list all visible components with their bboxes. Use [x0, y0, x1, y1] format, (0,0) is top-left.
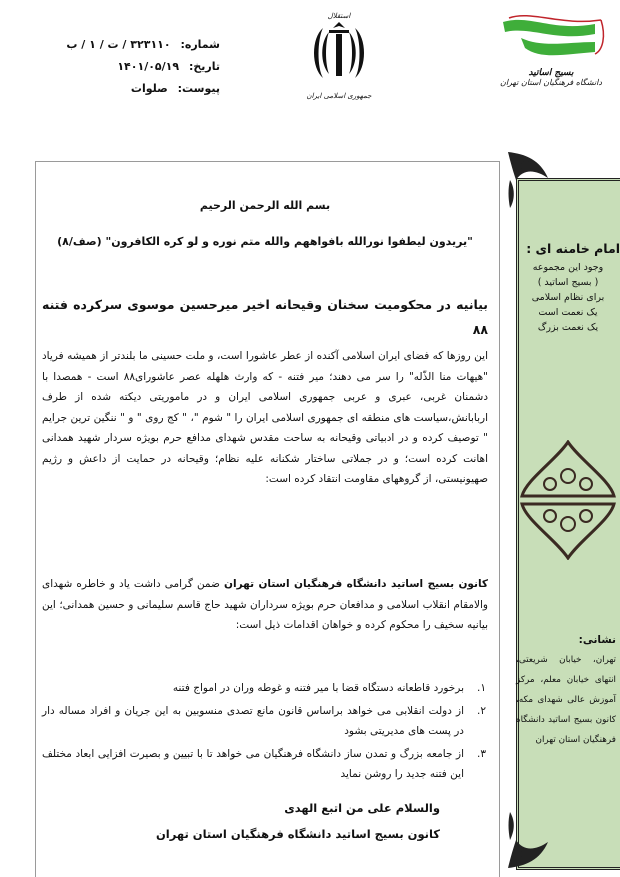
demand-text: برخورد قاطعانه دستگاه قضا با میر فتنه و غوطه وران در امواج فتنه: [172, 682, 464, 694]
demand-number: ۱.: [477, 682, 486, 694]
letter-number-label: شماره:: [180, 38, 220, 51]
letter-date: [60, 56, 220, 78]
salutation: والسلام علی من اتبع الهدی: [284, 801, 440, 815]
letter-date-value: ۱۴۰۱/۰۵/۱۹: [117, 60, 180, 73]
letter-number: [60, 34, 220, 56]
demand-number: ۳.: [477, 747, 486, 760]
quote-line: ( بسیج اساتید ): [537, 277, 599, 288]
signature: کانون بسیج اساتید دانشگاه فرهنگیان استان تهران: [155, 827, 440, 841]
demand-item: [42, 678, 486, 699]
emblem-caption: جمهوری اسلامی ایران: [306, 92, 372, 100]
emblem-top-text: استقلال: [327, 12, 351, 20]
demand-number: ۲.: [477, 704, 486, 717]
letter-attachment: [60, 78, 220, 100]
ornament-corner-bottom-icon: [506, 810, 550, 870]
demand-item: [42, 701, 486, 742]
closing: [156, 795, 440, 847]
demands-list: [42, 678, 488, 787]
address-text: تهران، خیابان شریعتی، انتهای خیابان معلم، مرکز آموزش عالی شهدای مکه، کانون بسیج اساتید دانشگاه فرهنگیان استان تهران: [516, 655, 616, 745]
quote-heading: امام خامنه ای :: [526, 241, 620, 256]
letter-attachment-value: صلوات: [130, 82, 168, 95]
letter-attachment-label: پیوست:: [177, 82, 220, 95]
ornament-center-icon: [520, 440, 616, 560]
demand-item: [42, 744, 486, 785]
paragraph-2: [42, 574, 488, 636]
quote-line: برای نظام اسلامی: [531, 292, 605, 303]
leader-quote: [516, 238, 620, 335]
ribbon-logo-icon: [491, 12, 611, 64]
letter-number-value: ۳۲۳۱۱۰ / ت / ۱ / ب: [66, 38, 171, 51]
paragraph-2-text: ضمن گرامی داشت یاد و خاطره شهدای والامقام انقلاب اسلامی و مدافعان حرم بویژه سرداران شهید حاج قاسم سلیمانی و حسین همدانی؛ این بیانیه سخیف را محکوم کرده و خواهان اقدامات ذیل است:: [42, 578, 488, 631]
demand-text: از دولت انقلابی می خواهد براساس قانون مانع تصدی منسوبین به این جریان و افراد مساله دار در پست های مدیریتی بشود: [42, 704, 464, 737]
bismillah: بسم الله الرحمن الرحیم: [199, 199, 331, 212]
ornament-corner-top-icon: [506, 150, 550, 210]
sidebar-panel: [506, 150, 620, 870]
demand-text: از جامعه بزرگ و تمدن ساز دانشگاه فرهنگیان می خواهد تا با تبیین و بصیرت افزایی ابعاد مختلف این فتنه جدید را روشن نماید: [42, 747, 464, 780]
quote-line: یک نعمت بزرگ: [537, 322, 599, 333]
paragraph-1: این روزها که فضای ایران اسلامی آکنده از عطر عاشورا است، و ملت حسینی ما بلندتر از همیشه فریاد "هیهات منا الذّله" را سر می دهند؛ میر فتنه - که وارث هلهله عصر عاشورای۸۸ است - همصدا با دشمنان غربی، عبری و عربی جمهوری اسلامی ایران و در ماموریتی دیکته شده از طرف اربابانش،سیاست های منطقه ای جمهوری اسلامی ایران را " شوم "، " کج روی " و " ننگین ترین جرایم " توصیف کرده و در ادبیاتی وقیحانه به ساحت مقدس شهدای مدافع حرم بویژه سردار شهید همدانی اهانت کرده است؛ و در جملاتی ساختار شکنانه علیه نظام؛ وقیحانه در حمایت از داعش و رژیم صهیونیستی، از گروههای مقاومت انتقاد کرده است:: [42, 350, 488, 485]
organization-logo: [486, 12, 616, 102]
iran-emblem: [298, 12, 380, 112]
letter-date-label: تاریخ:: [188, 60, 220, 73]
quran-verse: "یریدون لیطفوا نورالله بافواههم والله متم نوره و لو کره الکافرون" (صف/۸): [57, 235, 473, 248]
emblem-icon: [309, 20, 369, 86]
logo-line1: بسیج اساتید: [528, 68, 574, 78]
address-block: [516, 630, 616, 750]
quote-line: یک نعمت است: [538, 307, 598, 318]
statement-title: بیانیه در محکومیت سخنان وقیحانه اخیر میرحسین موسوی سرکرده فتنه ۸۸: [42, 297, 488, 337]
letter-meta: [60, 34, 220, 100]
address-heading: نشانی:: [578, 634, 616, 646]
organization-name: کانون بسیج اساتید دانشگاه فرهنگیان استان تهران: [224, 578, 489, 590]
logo-line2: دانشگاه فرهنگیان استان تهران: [500, 78, 602, 87]
quote-line: وجود این مجموعه: [532, 262, 604, 273]
